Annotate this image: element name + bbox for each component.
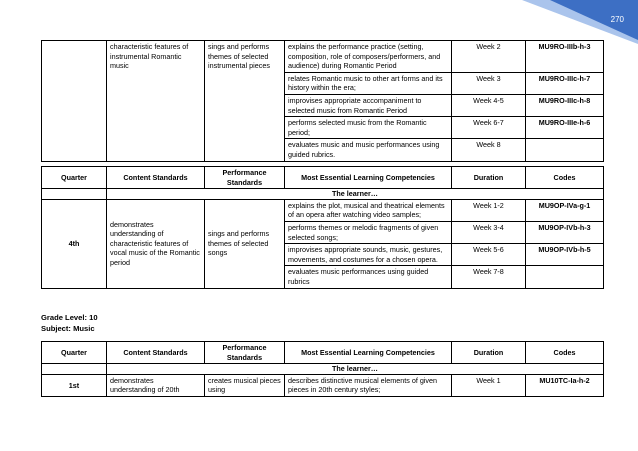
content-standard: characteristic features of instrumental Romantic music [107, 41, 205, 162]
duration: Week 5-6 [452, 244, 526, 266]
header-quarter: Quarter [42, 342, 107, 364]
code [526, 139, 604, 161]
header-performance-standards: Performance Standards [205, 167, 285, 189]
table-romantic-instrumental [41, 40, 604, 162]
competency: performs selected music from the Romantic period; [285, 117, 452, 139]
quarter-1st: 1st [68, 380, 80, 390]
code: MU9RO-IIIc-h-7 [526, 72, 604, 94]
subject: Subject: Music [41, 324, 95, 333]
learner-label: The learner… [107, 189, 604, 200]
competency: evaluates music performances using guided rubrics [285, 266, 452, 288]
competency: describes distinctive musical elements of given pieces in 20th century styles; [285, 374, 452, 396]
code: MU9OP-IVb-h-3 [526, 221, 604, 243]
header-competencies: Most Essential Learning Competencies [285, 167, 452, 189]
header-quarter: Quarter [42, 167, 107, 189]
header-codes: Codes [526, 342, 604, 364]
competency: explains the plot, musical and theatrical elements of an opera after watching video samples; [285, 199, 452, 221]
header-row [42, 342, 604, 364]
duration: Week 4-5 [452, 94, 526, 116]
competency: performs themes or melodic fragments of given selected songs; [285, 221, 452, 243]
table-fourth-quarter [41, 166, 604, 289]
competency: evaluates music and music performances using guided rubrics. [285, 139, 452, 161]
competency: improvises appropriate sounds, music, gestures, movements, and costumes for a chosen opera. [285, 244, 452, 266]
duration: Week 3-4 [452, 221, 526, 243]
learner-row [42, 364, 604, 375]
header-performance-standards: Performance Standards [205, 342, 285, 364]
quarter-label [42, 199, 107, 288]
page-number: 270 [610, 15, 624, 24]
code: MU9OP-IVa-g-1 [526, 199, 604, 221]
quarter-4th: 4th [68, 238, 80, 248]
header-content-standards: Content Standards [107, 167, 205, 189]
duration: Week 6-7 [452, 117, 526, 139]
duration: Week 2 [452, 41, 526, 73]
code: MU10TC-Ia-h-2 [526, 374, 604, 396]
code [526, 266, 604, 288]
code: MU9RO-IIIb-h-3 [526, 41, 604, 73]
content-standard: demonstrates understanding of characteristic features of vocal music of the Romantic period [107, 199, 205, 288]
duration: Week 3 [452, 72, 526, 94]
learner-row [42, 189, 604, 200]
performance-standard: sings and performs themes of selected instrumental pieces [205, 41, 285, 162]
duration: Week 8 [452, 139, 526, 161]
learner-label: The learner… [107, 364, 604, 375]
table-row [42, 374, 604, 396]
header-codes: Codes [526, 167, 604, 189]
code: MU9OP-IVb-h-5 [526, 244, 604, 266]
duration: Week 1 [452, 374, 526, 396]
table-row [42, 41, 604, 73]
competency: improvises appropriate accompaniment to selected music from Romantic Period [285, 94, 452, 116]
content-standard: demonstrates understanding of 20th [107, 374, 205, 396]
duration: Week 1-2 [452, 199, 526, 221]
grade-level: Grade Level: 10 [41, 313, 98, 322]
performance-standard: creates musical pieces using [205, 374, 285, 396]
performance-standard: sings and performs themes of selected songs [205, 199, 285, 288]
competency: relates Romantic music to other art forms and its history within the era; [285, 72, 452, 94]
header-competencies: Most Essential Learning Competencies [285, 342, 452, 364]
header-row [42, 167, 604, 189]
duration: Week 7-8 [452, 266, 526, 288]
quarter-label [42, 374, 107, 396]
code: MU9RO-IIIe-h-6 [526, 117, 604, 139]
table-grade-10 [41, 341, 604, 397]
header-duration: Duration [452, 167, 526, 189]
header-content-standards: Content Standards [107, 342, 205, 364]
table-row [42, 199, 604, 221]
header-duration: Duration [452, 342, 526, 364]
code: MU9RO-IIIc-h-8 [526, 94, 604, 116]
competency: explains the performance practice (setting, composition, role of composers/performers, and audience) during Romantic Period [285, 41, 452, 73]
